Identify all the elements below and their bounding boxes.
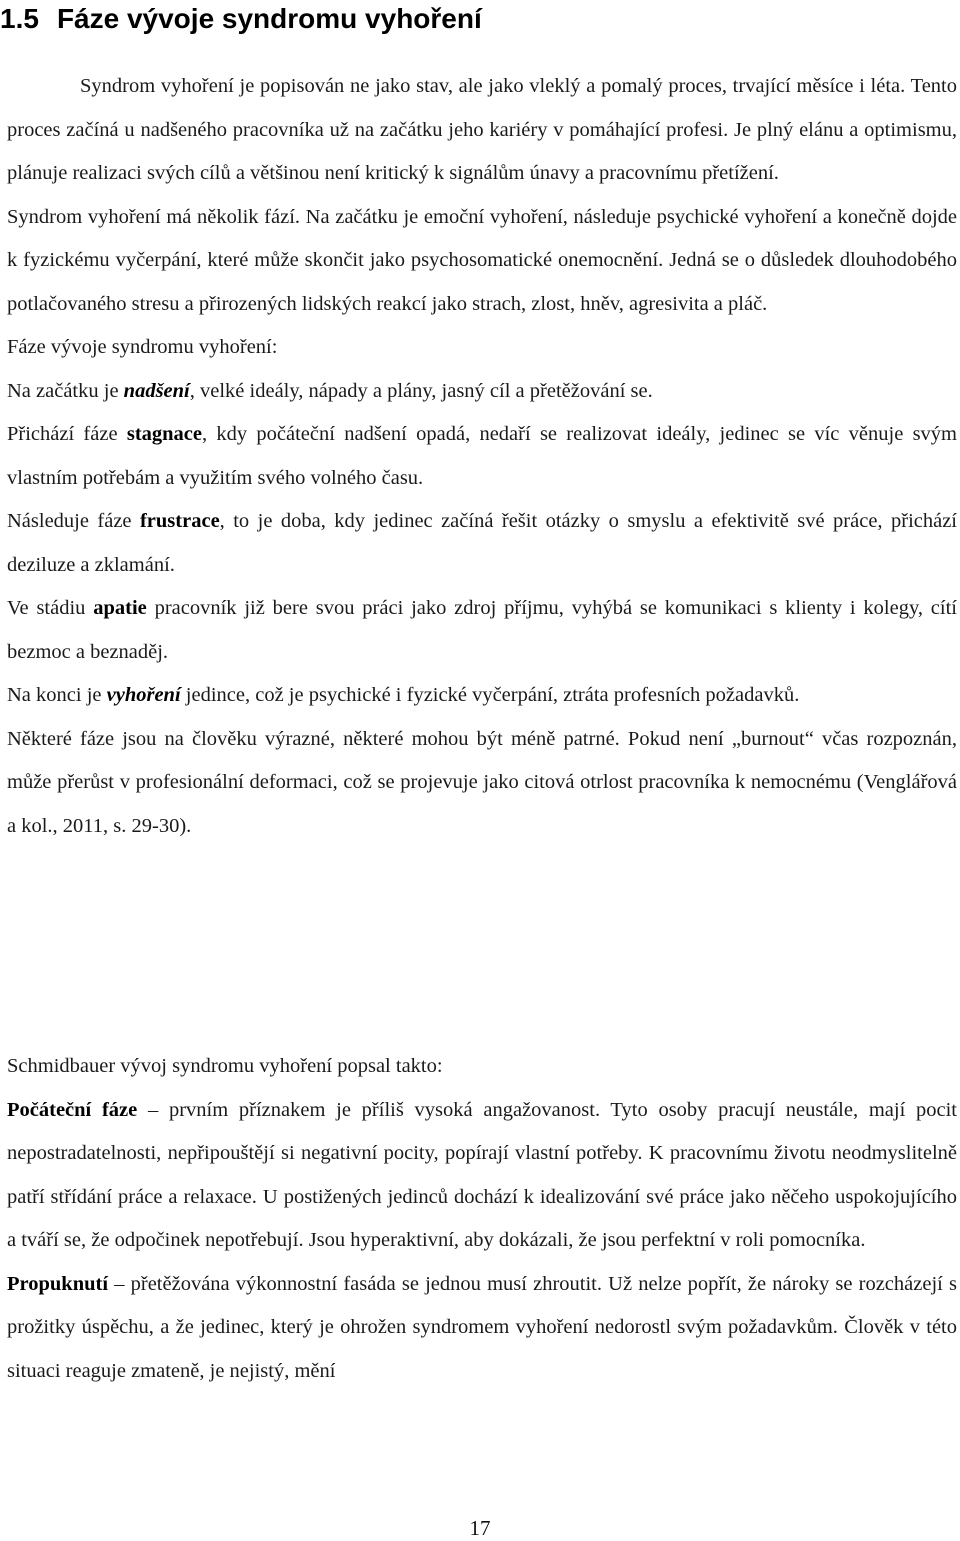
page-number: 17 xyxy=(469,1516,491,1540)
text-span: Přichází fáze xyxy=(7,423,127,445)
paragraph-phase-enthusiasm xyxy=(7,370,957,414)
section-number: 1.5 xyxy=(0,3,39,34)
term-stagnation: stagnace xyxy=(126,423,202,445)
text-span: Následuje fáze xyxy=(7,510,140,532)
paragraph-phases-heading: Fáze vývoje syndromu vyhoření: xyxy=(7,336,278,358)
paragraph-phases-overview: Syndrom vyhoření má několik fází. Na začátku je emoční vyhoření, následuje psychické vyhoření a konečně dojde k fyzickému vyčerpání, které může skončit jako psychosomatické onemocnění. Jedná se o důsledek dlouhodobého potlačovaného stresu a přirozených lidských reakcí jako strach, zlost, hněv, agresivita a pláč. xyxy=(7,205,957,315)
text-span: jedince, což je psychické i fyzické vyčerpání, ztráta profesních požadavků. xyxy=(180,684,800,706)
text-span: Ve stádiu xyxy=(7,597,94,619)
paragraph-phase-frustration xyxy=(7,500,957,587)
paragraph-outbreak xyxy=(7,1263,957,1394)
term-apathy: apatie xyxy=(93,597,147,619)
paragraph-phase-stagnation xyxy=(7,413,957,500)
text-span: pracovník již bere svou práci jako zdroj příjmu, vyhýbá se komunikaci s klienty i kolegy, cítí bezmoc a beznaděj. xyxy=(7,597,957,663)
term-outbreak: Propuknutí xyxy=(7,1272,109,1295)
section-heading xyxy=(0,2,482,36)
text-span: Na začátku je xyxy=(7,379,124,402)
paragraph-initial-phase xyxy=(7,1089,957,1263)
paragraph-schmidbauer-intro: Schmidbauer vývoj syndromu vyhoření popsal takto: xyxy=(7,1055,443,1077)
schmidbauer-section xyxy=(7,1045,957,1393)
text-span: , kdy počáteční nadšení opadá, nedaří se realizovat ideály, jedinec se víc věnuje svým vlastním potřebám a využitím svého volného času. xyxy=(7,423,957,489)
term-enthusiasm: nadšení xyxy=(123,379,190,402)
paragraph-phase-burnout xyxy=(7,674,957,718)
term-burnout: vyhoření xyxy=(106,684,181,706)
section-body xyxy=(7,65,957,848)
paragraph-phase-apathy xyxy=(7,587,957,674)
text-span: , to je doba, kdy jedinec začíná řešit otázky o smyslu a efektivitě své práce, přichází deziluze a zklamání. xyxy=(7,510,958,576)
paragraph-intro: Syndrom vyhoření je popisován ne jako stav, ale jako vleklý a pomalý proces, trvající měsíce i léta. Tento proces začíná u nadšeného pracovníka už na začátku jeho kariéry v pomáhající profesi. Je plný elánu a optimismu, plánuje realizaci svých cílů a většinou není kritický k signálům únavy a pracovnímu přetížení. xyxy=(7,75,957,184)
paragraph-burnout-recognition: Některé fáze jsou na člověku výrazné, některé mohou být méně patrné. Pokud není „burnout“ včas rozpoznán, může přerůst v profesionální deformaci, což se projevuje jako citová otrlost pracovníka k nemocnému (Venglářová a kol., 2011, s. 29-30). xyxy=(7,727,957,837)
text-span: – prvním příznakem je příliš vysoká angažovanost. Tyto osoby pracují neustále, mají pocit nepostradatelnosti, nepřipouštějí si negativní pocity, popírají vlastní potřeby. K pracovnímu životu neodmyslitelně patří střídání práce a relaxace. U postižených jedinců dochází k idealizování své práce jako něčeho uspokojujícího a tváří se, že odpočinek nepotřebují. Jsou hyperaktivní, aby dokázali, že jsou perfektní v roli pomocníka. xyxy=(7,1098,957,1251)
term-frustration: frustrace xyxy=(139,510,220,532)
section-title: Fáze vývoje syndromu vyhoření xyxy=(56,3,482,34)
text-span: – přetěžována výkonnostní fasáda se jednou musí zhroutit. Už nelze popřít, že nároky se rozcházejí s prožitky úspěchu, a že jedinec, který je ohrožen syndromem vyhoření nedorostl svým požadavkům. Člověk v této situaci reaguje zmateně, je nejistý, mění xyxy=(7,1272,957,1382)
text-span: Na konci je xyxy=(7,684,107,706)
term-initial-phase: Počáteční fáze xyxy=(7,1098,138,1121)
text-span: , velké ideály, nápady a plány, jasný cíl a přetěžování se. xyxy=(189,379,653,402)
